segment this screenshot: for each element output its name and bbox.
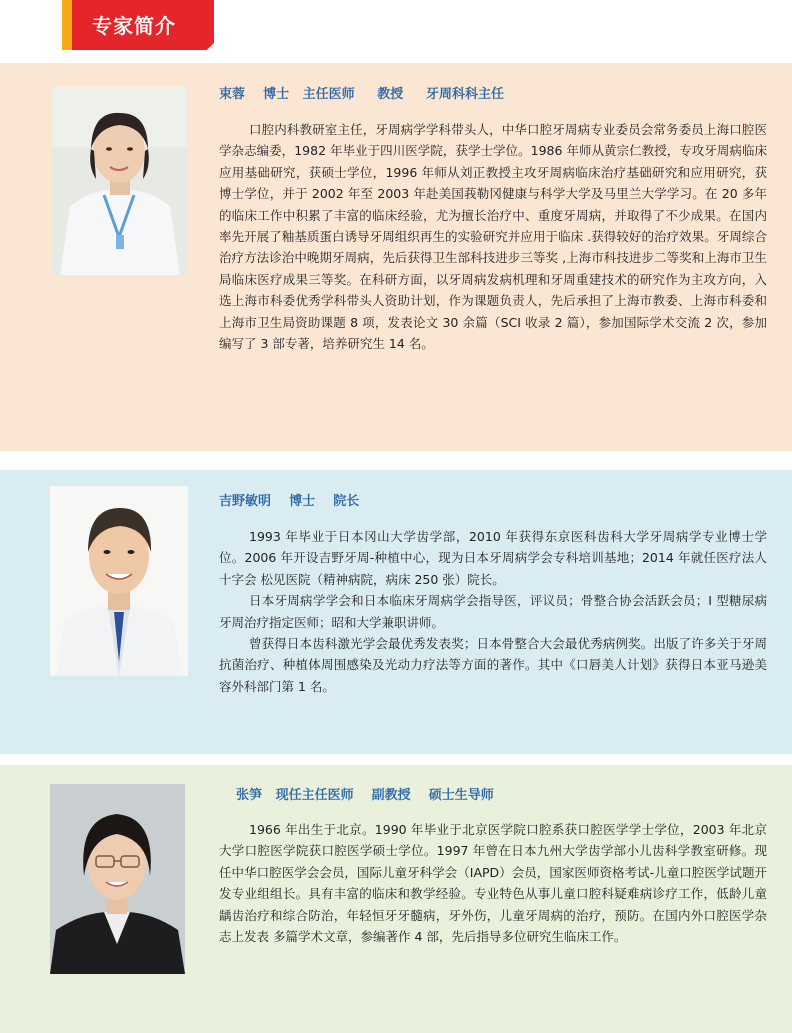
expert-card-1 (0, 63, 792, 451)
expert-bio-3 (219, 819, 767, 947)
expert-heading-3: 张笋 现任主任医师 副教授 硕士生导师 (236, 788, 494, 803)
expert-card-2 (0, 470, 792, 754)
expert-photo-1 (52, 87, 187, 275)
bio-paragraph: 1966 年出生于北京。1990 年毕业于北京医学院口腔系获口腔医学学士学位，2003 年北京大学口腔医学院获口腔医学硕士学位。1997 年曾在日本九州大学齿学部小儿齿科学教室研修。现任中华口腔医学会会员，国际儿童牙科学会（IAPD）会员，国家医师资格考试-儿童口腔医学试题开发专业组组长。具有丰富的临床和教学经验。专业特色从事儿童口腔科疑难病诊疗工作，低龄儿童龋齿治疗和综合防治，年轻恒牙牙髓病，牙外伤，儿童牙周病的治疗，预防。在国内外口腔医学杂志上发表 多篇学术文章，参编著作 4 部，先后指导多位研究生临床工作。 (219, 822, 767, 945)
bio-paragraph: 口腔内科教研室主任，牙周病学学科带头人，中华口腔牙周病专业委员会常务委员上海口腔医学杂志编委，1982 年毕业于四川医学院，获学士学位。1986 年师从黄宗仁教授，专攻牙周病临床应用基础研究，获硕士学位，1996 年师从刘正教授主攻牙周病临床治疗基础研究和应用研究，获博士学位，并于 2002 年至 2003 年赴美国莪勒冈健康与科学大学及马里兰大学学习。在 20 多年的临床工作中积累了丰富的临床经验，尤为擅长治疗中、重度牙周病，并取得了不少成果。在国内率先开展了釉基质蛋白诱导牙周组织再生的实验研究并应用于临床 .获得较好的治疗效果。牙周综合治疗方法诊治中晚期牙周病，先后获得卫生部科技进步三等奖 ,上海市科技进步二等奖和上海市卫生局临床医疗成果三等奖。在科研方面，以牙周病发病机理和牙周重建技术的研究作为主攻方向，入选上海市科委优秀学科带头人资助计划，作为课题负责人，先后承担了上海市教委、上海市科委和上海市卫生局资助课题 8 项，发表论文 30 余篇（SCI 收录 2 篇），参加国际学术交流 2 次，参加编写了 3 部专著，培养研究生 14 名。 (219, 122, 767, 352)
expert-bio-2 (219, 526, 767, 697)
expert-photo-2 (50, 486, 188, 676)
expert-card-3 (0, 765, 792, 1033)
header-accent-stripe (62, 0, 72, 50)
bio-paragraph: 曾获得日本齿科激光学会最优秀发表奖；日本骨整合大会最优秀病例奖。出版了许多关于牙周抗菌治疗、种植体周围感染及光动力疗法等方面的著作。其中《口唇美人计划》获得日本亚马逊美容外科部门第 1 名。 (219, 636, 767, 694)
expert-photo-3 (50, 784, 185, 974)
expert-bio-1 (219, 119, 767, 354)
expert-heading-1: 束蓉 博士 主任医师 教授 牙周科科主任 (219, 87, 504, 102)
bio-paragraph: 日本牙周病学学会和日本临床牙周病学会指导医，评议员；骨整合协会活跃会员；I 型糖尿病牙周治疗指定医师；昭和大学兼职讲师。 (219, 593, 767, 630)
bio-paragraph: 1993 年毕业于日本冈山大学齿学部，2010 年获得东京医科齿科大学牙周病学专业博士学位。2006 年开设吉野牙周-种植中心，现为日本牙周病学会专科培训基地；2014 年就任医疗法人十字会 松见医院（精神病院，病床 250 张）院长。 (219, 529, 767, 587)
expert-heading-2: 吉野敏明 博士 院长 (219, 494, 360, 509)
page-title: 专家简介 (92, 14, 176, 38)
section-header-tab (62, 0, 214, 50)
